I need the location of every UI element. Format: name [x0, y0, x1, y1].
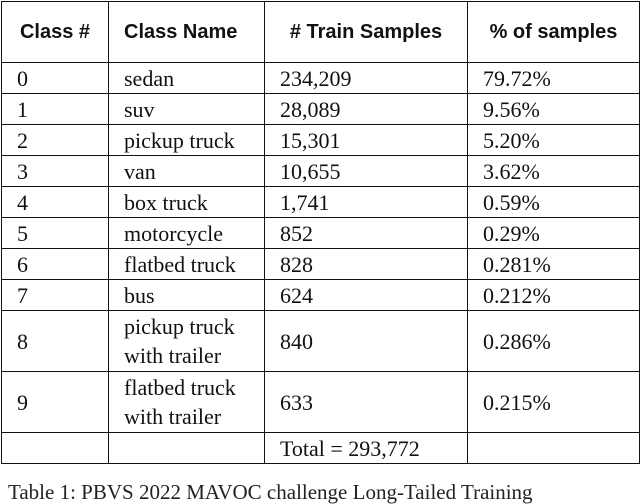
class-distribution-table [1, 1, 640, 464]
total-empty-cell [2, 433, 109, 464]
header-class-name: Class Name [109, 2, 265, 63]
class-number-cell: 0 [2, 63, 109, 94]
total-value: Total = 293,772 [265, 433, 468, 464]
train-samples-cell: 1,741 [265, 187, 468, 218]
percent-cell: 5.20% [468, 125, 640, 156]
header-class-number: Class # [2, 2, 109, 63]
class-number-cell: 9 [2, 372, 109, 433]
table-row [2, 218, 640, 249]
total-row [2, 433, 640, 464]
percent-cell: 0.212% [468, 280, 640, 311]
class-name-cell: pickup truck [109, 125, 265, 156]
percent-cell: 3.62% [468, 156, 640, 187]
percent-cell: 0.286% [468, 311, 640, 372]
train-samples-cell: 828 [265, 249, 468, 280]
class-name-cell: sedan [109, 63, 265, 94]
table-row [2, 187, 640, 218]
table-row [2, 63, 640, 94]
class-name-cell: bus [109, 280, 265, 311]
percent-cell: 79.72% [468, 63, 640, 94]
class-name-cell: pickup truck with trailer [109, 311, 265, 372]
class-name-cell: box truck [109, 187, 265, 218]
table-row [2, 156, 640, 187]
train-samples-cell: 852 [265, 218, 468, 249]
class-number-cell: 1 [2, 94, 109, 125]
class-name-cell: suv [109, 94, 265, 125]
train-samples-cell: 234,209 [265, 63, 468, 94]
class-name-cell: van [109, 156, 265, 187]
table-row [2, 125, 640, 156]
class-number-cell: 5 [2, 218, 109, 249]
header-train-samples: # Train Samples [265, 2, 468, 63]
total-empty-cell [468, 433, 640, 464]
percent-cell: 9.56% [468, 94, 640, 125]
train-samples-cell: 10,655 [265, 156, 468, 187]
table-row [2, 280, 640, 311]
table-row [2, 249, 640, 280]
class-name-cell: flatbed truck with trailer [109, 372, 265, 433]
table-row [2, 311, 640, 372]
class-number-cell: 3 [2, 156, 109, 187]
table-row [2, 372, 640, 433]
train-samples-cell: 28,089 [265, 94, 468, 125]
percent-cell: 0.215% [468, 372, 640, 433]
class-number-cell: 6 [2, 249, 109, 280]
header-row [2, 2, 640, 63]
class-name-cell: flatbed truck [109, 249, 265, 280]
train-samples-cell: 624 [265, 280, 468, 311]
class-number-cell: 2 [2, 125, 109, 156]
percent-cell: 0.29% [468, 218, 640, 249]
class-number-cell: 4 [2, 187, 109, 218]
class-name-cell: motorcycle [109, 218, 265, 249]
train-samples-cell: 633 [265, 372, 468, 433]
percent-cell: 0.59% [468, 187, 640, 218]
class-number-cell: 7 [2, 280, 109, 311]
header-percent-samples: % of samples [468, 2, 640, 63]
train-samples-cell: 840 [265, 311, 468, 372]
table-caption: Table 1: PBVS 2022 MAVOC challenge Long-Tailed Training [8, 480, 533, 504]
train-samples-cell: 15,301 [265, 125, 468, 156]
percent-cell: 0.281% [468, 249, 640, 280]
total-empty-cell [109, 433, 265, 464]
class-number-cell: 8 [2, 311, 109, 372]
table-row [2, 94, 640, 125]
